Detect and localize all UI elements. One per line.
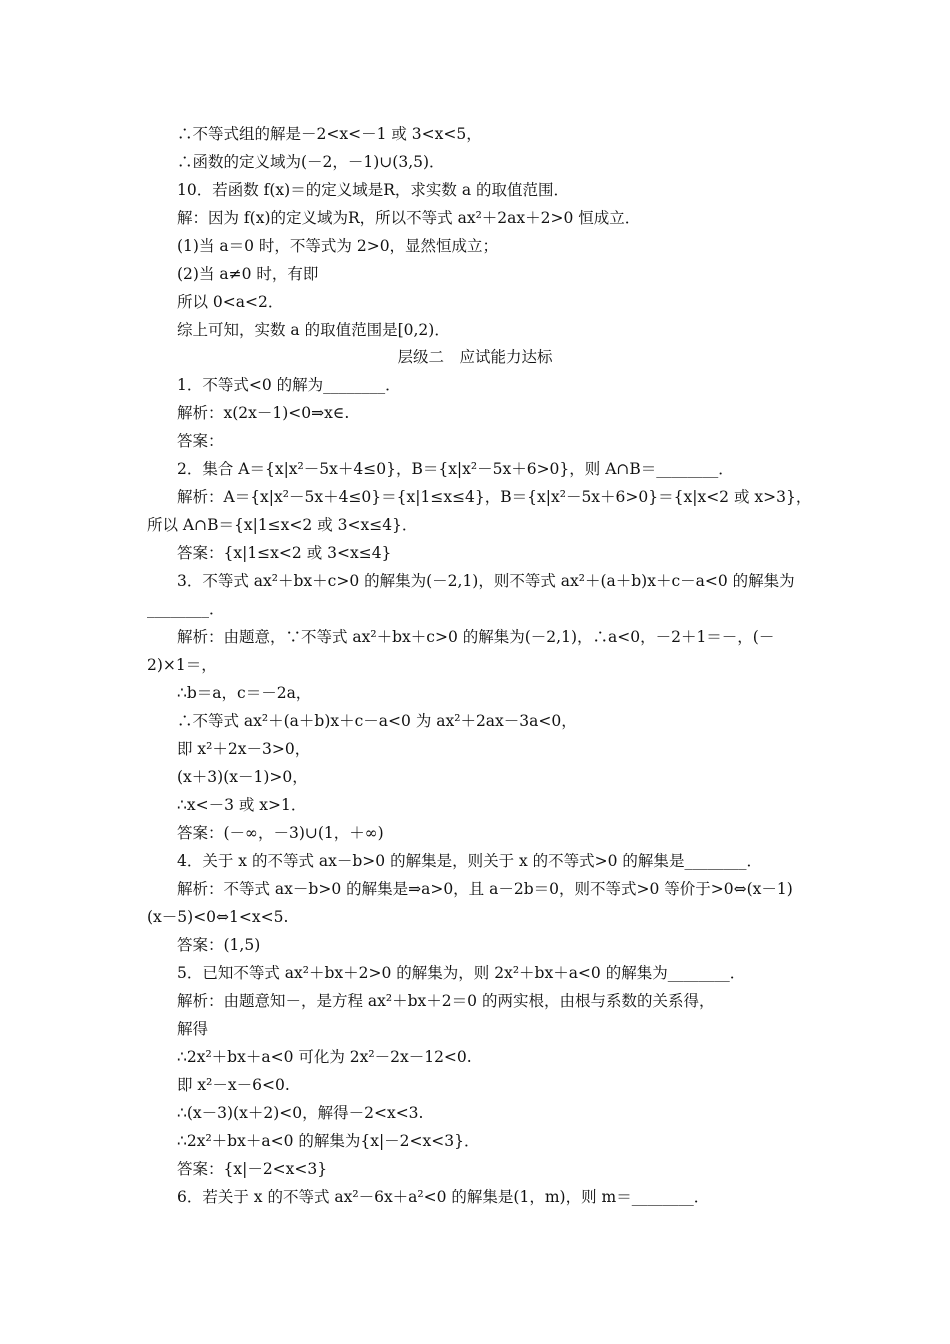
text-line: 所以 A∩B＝{x|1≤x<2 或 3<x≤4}．	[147, 516, 418, 534]
text-line: ∴不等式组的解是－2<x<－1 或 3<x<5，	[177, 125, 482, 143]
text-line: ∴x<－3 或 x>1．	[177, 796, 307, 814]
text-line: 2)×1＝，	[147, 656, 217, 674]
text-line: ∴函数的定义域为(－2，－1)∪(3,5)．	[177, 153, 445, 171]
text-line: ∴b＝a，c＝－2a，	[177, 684, 312, 702]
section-title: 层级二 应试能力达标	[397, 348, 553, 366]
problem-3-statement: 3．不等式 ax²＋bx＋c>0 的解集为(－2,1)，则不等式 ax²＋(a＋b)x＋c－a<0 的解集为	[177, 572, 795, 590]
answer-line: 答案：{x|－2<x<3}	[177, 1160, 328, 1178]
text-line: (1)当 a＝0 时，不等式为 2>0，显然恒成立；	[177, 237, 499, 255]
text-line: 解得	[177, 1020, 209, 1038]
text-line: ∴2x²＋bx＋a<0 可化为 2x²－2x－12<0.	[177, 1048, 472, 1066]
problem-2-statement: 2．集合 A＝{x|x²－5x＋4≤0}，B＝{x|x²－5x＋6>0}，则 A∩B＝________．	[177, 460, 734, 478]
answer-line: 答案：{x|1≤x<2 或 3<x≤4}	[177, 544, 392, 562]
text-line: 即 x²－x－6<0.	[177, 1076, 290, 1094]
problem-6-statement: 6．若关于 x 的不等式 ax²－6x＋a²<0 的解集是(1，m)，则 m＝________．	[177, 1188, 710, 1206]
text-line: (x＋3)(x－1)>0，	[177, 768, 308, 786]
text-line: 解：因为 f(x)的定义域为R，所以不等式 ax²＋2ax＋2>0 恒成立．	[177, 209, 641, 227]
problem-1-statement: 1．不等式<0 的解为________．	[177, 376, 401, 394]
text-line: 所以 0<a<2．	[177, 293, 284, 311]
text-line: 解析：由题意，∵不等式 ax²＋bx＋c>0 的解集为(－2,1)，∴a<0，－2＋1＝－，(－	[177, 628, 775, 646]
problem-5-statement: 5．已知不等式 ax²＋bx＋2>0 的解集为，则 2x²＋bx＋a<0 的解集为________．	[177, 964, 746, 982]
answer-line: 答案：(－∞，－3)∪(1，＋∞)	[177, 824, 384, 842]
problem-10-statement: 10．若函数 f(x)＝的定义域是R，求实数 a 的取值范围．	[177, 181, 569, 199]
text-line: 解析：A＝{x|x²－5x＋4≤0}＝{x|1≤x≤4}，B＝{x|x²－5x＋6>0}＝{x|x<2 或 x>3}，	[177, 488, 812, 506]
text-line: ∴2x²＋bx＋a<0 的解集为{x|－2<x<3}．	[177, 1132, 480, 1150]
text-line: ∴(x－3)(x＋2)<0，解得－2<x<3.	[177, 1104, 424, 1122]
problem-4-statement: 4．关于 x 的不等式 ax－b>0 的解集是，则关于 x 的不等式>0 的解集是________．	[177, 852, 762, 870]
text-line: 解析：不等式 ax－b>0 的解集是⇒a>0，且 a－2b＝0，则不等式>0 等价于>0⇔(x－1)	[177, 880, 793, 898]
text-line: 解析：x(2x－1)<0⇒x∈.	[177, 404, 350, 422]
text-line: 综上可知，实数 a 的取值范围是[0,2)．	[177, 321, 450, 339]
answer-line: 答案：	[177, 432, 224, 450]
text-line: ________．	[147, 600, 225, 618]
text-line: 即 x²＋2x－3>0，	[177, 740, 311, 758]
answer-line: 答案：(1,5)	[177, 936, 261, 954]
text-line: ∴不等式 ax²＋(a＋b)x＋c－a<0 为 ax²＋2ax－3a<0，	[177, 712, 577, 730]
text-line: (2)当 a≠0 时，有即	[177, 265, 319, 283]
text-line: 解析：由题意知－，是方程 ax²＋bx＋2＝0 的两实根，由根与系数的关系得，	[177, 992, 715, 1010]
text-line: (x－5)<0⇔1<x<5.	[147, 908, 289, 926]
